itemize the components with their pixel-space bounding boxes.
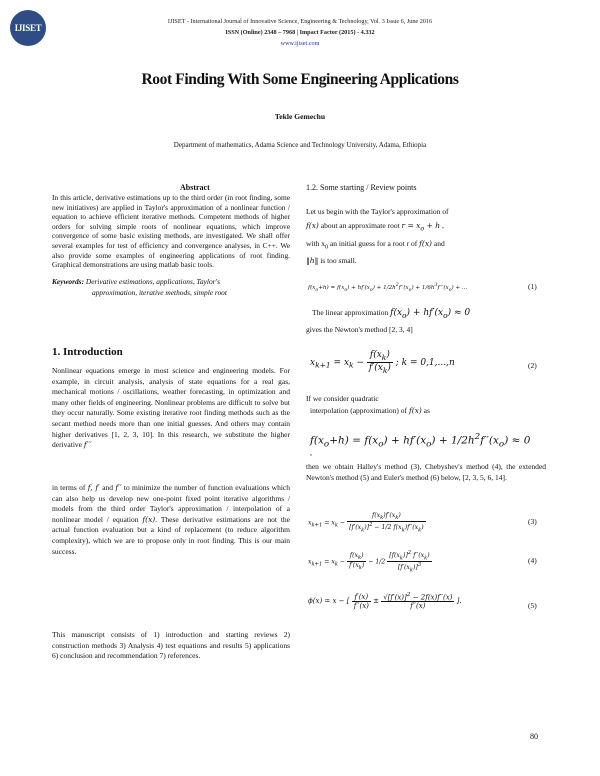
math-fx: f(x) [142,514,156,524]
intro-paragraph-3: This manuscript consists of 1) introduction and starting reviews 2) construction methods 3) Analysis 4) test equations and results 5) applications 6) conclusion and recommendation 7) references. [52,630,290,661]
intro-p2d: . These derivative estimations are not the actual function evaluation but a kind of replacement (to reduce algorithm complexity), which we are to propose only in root finding. This is our main success. [52,514,291,556]
equation-quadratic: $f(x_o+h) = f(x_o) + hf'(x_o) + 1/2h^2f''(x_o) \approx 0$ [310,432,531,450]
eq-number-4: (4) [528,556,537,565]
section-p1e: and [433,238,445,248]
section-p1c: with x [306,238,325,248]
math-f-fp: f, f′ [87,483,100,492]
linear-b: gives the Newton's method [2, 3, 4] [306,325,413,334]
page-number: 80 [530,732,538,741]
section-p1d: an initial guess for a root r of [329,238,418,248]
section-heading: 1.2. Some starting / Review points [306,183,417,192]
equation-2: $x_{k+1} = x_k$ − $\frac{f(x_k)}{f'(x_k)}$ ; k = 0,1,...,n [310,350,455,375]
keywords-line1: Derivative estimations, applications, Taylor's [85,277,221,286]
section-paragraph: Let us begin with the Taylor's approximation of f(x) about an approximate root $r = x_o + h$ , with $x_0$ an initial guess for a root r of f(x) and ‖h‖ is too small. [306,207,449,265]
journal-logo: IJISET [10,10,46,46]
math-r-eq: $r = x_o + h$ [401,221,441,233]
intro-p2c: to minimize the number of function evaluations which can also help us develop new one-point fixed point iterative algorithms / models from the third order Taylor's approximation / interpolation of a nonlinear model / equation [52,483,290,524]
math-norm-h: ‖h‖ [306,256,319,265]
quad-a: If we consider quadratic [306,394,379,403]
intro-paragraph-2 [52,483,290,557]
website-link[interactable]: www.ijiset.com [280,40,320,47]
quad-c: as [423,406,430,415]
intro-heading: 1. Introduction [52,346,123,358]
math-fppp: f′′′ [83,440,92,450]
math-fx-2: f(x) [419,238,432,248]
author-name: Tekle Gemechu [274,112,326,121]
issn-line: ISSN (Online) 2348 – 7968 | Impact Factor (2015) - 4.332 [225,29,375,36]
keywords-label: Keywords: [52,277,85,286]
intro-p1b: Some existing iterative root finding methods such as the secant method needs more than one initial guesses. And others may contain higher derivatives [1, 2, 3, 10]. In this research, we substitute the higher derivative [52,408,290,450]
abstract-text: In this article, derivative estimations up to the third order (in root finding, some new initiatives) are applied in Taylor's approximation of a nonlinear function / equation to achieve efficient iterative methods. Competent methods of higher orders for solving simple roots of nonlinear equations, which improve convergence of some basic existing methods, are investigated. We shall offer several examples for test of efficiency and convergence analyses, in C++. We also provide some examples of engineering applications of root finding. Graphical demonstrations are using matlab basic tools. [52,193,290,270]
equation-5: ϕ(x) = x − [ $\frac{f'(x)}{f''(x)}$ ± $\frac{√[f'(x)]^2 - 2f(x)f''(x)}{f''(x)}$ ]. [308,592,462,611]
methods-text: then we obtain Halley's method (3), Chebyshev's method (4), the extended Newton's method (5) and Euler's method (6) below, [2, 3, 5, 6, 14]. [306,462,546,482]
equation-1: $f(x_o+h) = f(x_o) + hf'(x_o) + 1/2h^2f''(x_o) + 1/6h^3f'''(x_o)$ + ... [308,283,468,293]
abstract-heading: Abstract [180,183,210,192]
section-p1f: is too small. [320,256,357,265]
keywords-line2: approximation, iterative methods, simple root [92,288,227,297]
equation-4: $x_{k+1} = x_k$ − $\frac{f(x_k)}{f'(x_k)}$ − 1/2 $\frac{[f(x_k)]^2 f''(x_k)}{[f'(x_k)]^3}$ [308,550,430,574]
intro-p2a: in terms of [52,483,86,492]
equation-3: $x_{k+1} = x_k$ − $\frac{f(x_k)f'(x_k)}{[f'(x_k)]^2 - 1/2 f(x_k)f''(x_k)}$ [308,512,424,534]
eq-number-1: (1) [528,282,537,291]
quad-line [310,406,430,417]
comma-mark: , [310,448,312,457]
intro-p1: Nonlinear equations emerge in most science and engineering models. For example, in circuit analysis, analysis of state equations for a real gas, mechanical motions / oscillations, weather forecasting, in optimization and many other fields of engineering. Nonlinear problems are difficult to solve but they occur naturally. [52,366,290,418]
math-linear: $f(x_o) + hf'(x_o) \approx 0$ [390,308,471,320]
math-fpp: f′′ [115,483,122,492]
section-p1a: Let us begin with the Taylor's approximation of [306,207,449,216]
journal-line: IJISET - International Journal of Innovative Science, Engineering & Technology, Vol. 3 Issue 6, June 2016 [167,18,433,25]
linear-approx-text [312,308,552,321]
math-fx-3: f(x) [408,406,422,415]
eq-number-3: (3) [528,517,537,526]
quad-b: interpolation (approximation) of [310,406,408,415]
eq-number-5: (5) [528,601,537,610]
keywords [52,277,290,288]
intro-p2b: and [102,483,114,492]
linear-a: The linear approximation [312,308,389,317]
section-p1b: about an approximate root [320,221,400,230]
math-fx-1: f(x) [306,221,319,230]
paper-title: Root Finding With Some Engineering Applications [141,71,459,88]
intro-paragraph-1 [52,366,290,451]
eq-number-2: (2) [528,361,537,370]
affiliation: Department of mathematics, Adama Science and Technology University, Adama, Ethiopia [173,141,427,149]
